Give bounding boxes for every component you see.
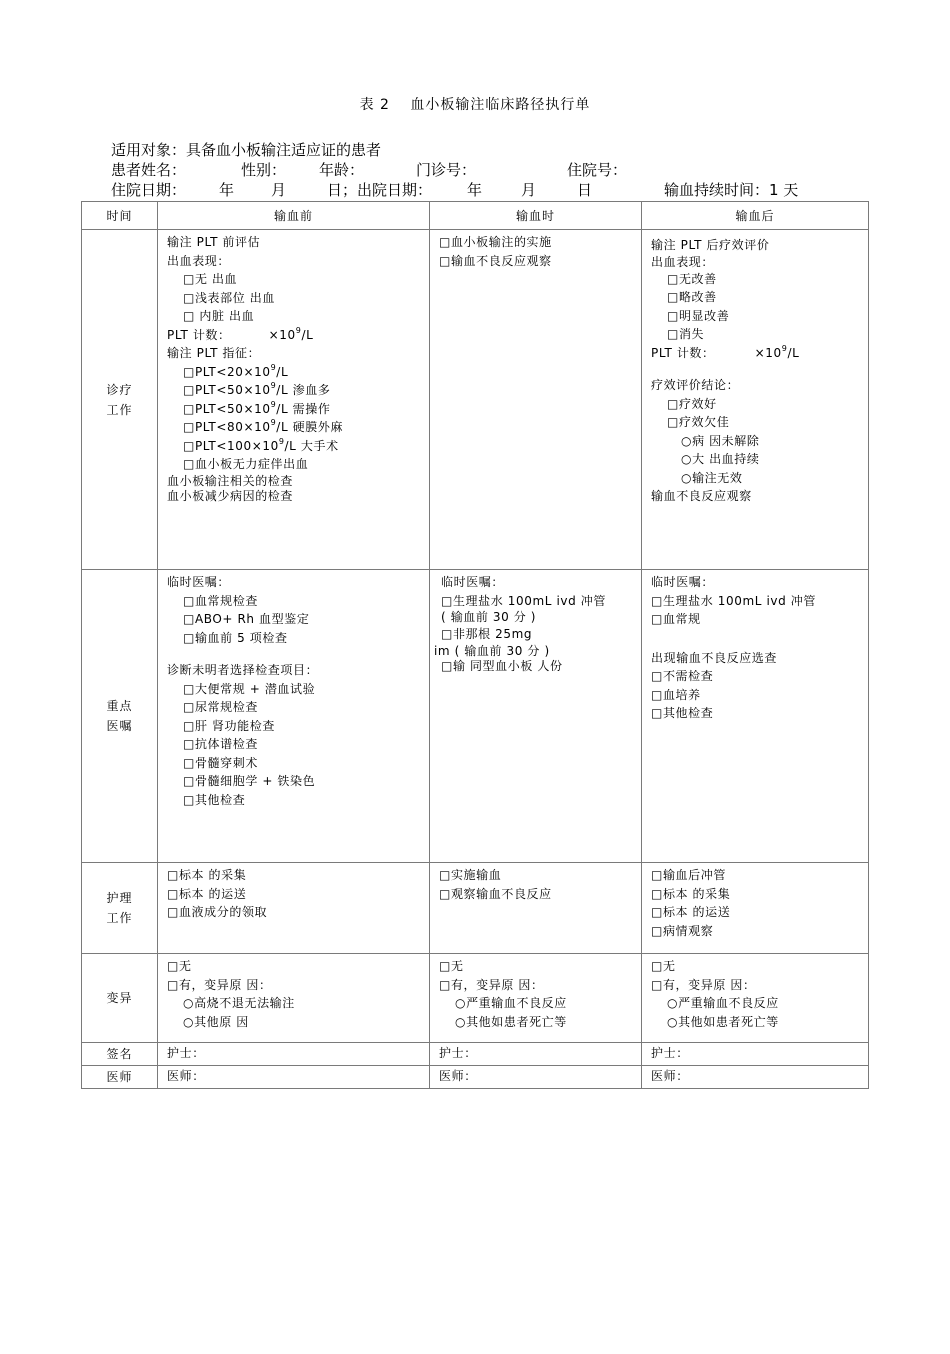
clinic-no-label: 门诊号：	[416, 161, 477, 179]
checkbox-item[interactable]: □标本 的采集	[651, 886, 731, 901]
indication-note: 大手术	[300, 438, 339, 453]
doctor-signature-label: 医师：	[167, 1069, 205, 1083]
checkbox-item[interactable]: □肝 肾功能检查	[183, 718, 275, 733]
indication-text: □PLT<20×10	[183, 364, 271, 379]
checkbox-item[interactable]: □ 内脏 出血	[183, 309, 255, 323]
checkbox-item[interactable]: □无	[439, 959, 464, 973]
checkbox-item[interactable]: □输血前 5 项检查	[183, 630, 288, 645]
text-line: 血小板输注相关的检查	[167, 473, 294, 488]
radio-item[interactable]: ○大 出血持续	[681, 452, 760, 466]
exponent: 9	[270, 399, 277, 409]
pathway-table	[81, 201, 869, 1089]
checkbox-item[interactable]	[167, 400, 423, 419]
exponent: 9	[270, 362, 277, 372]
exponent: 9	[270, 381, 277, 390]
indication-note: 硬膜外麻	[292, 420, 344, 434]
checkbox-item[interactable]: □血常规检查	[183, 593, 258, 608]
checkbox-item[interactable]: □疗效欠佳	[667, 415, 730, 429]
page-title: 表 2 血小板输注临床路径执行单	[359, 97, 591, 113]
text-line: 输血不良反应观察	[651, 489, 752, 503]
checkbox-item[interactable]: □血培养	[651, 687, 701, 702]
col-header-before: 输血前	[158, 202, 430, 230]
checkbox-item[interactable]: □生理盐水 100mL ivd 冲管	[651, 593, 816, 608]
plt-count-line	[167, 326, 423, 345]
text-line: 出现输血不良反应选查	[651, 650, 778, 665]
radio-item[interactable]: ○其他原 因	[183, 1014, 249, 1029]
cell-nursing-after	[642, 863, 869, 954]
indication-text: □PLT<80×10	[183, 420, 271, 434]
checkbox-item[interactable]: □病情观察	[651, 923, 714, 938]
table-row-diagnosis	[82, 230, 869, 570]
row-label-variance: 变异	[82, 954, 158, 1043]
table-row-signature	[82, 1043, 869, 1066]
checkbox-item[interactable]: □疗效好	[667, 396, 717, 411]
radio-item[interactable]: ○其他如患者死亡等	[667, 1014, 779, 1029]
checkbox-item[interactable]: □标本 的采集	[167, 868, 247, 882]
row-label-line: 工作	[106, 402, 133, 417]
table-row-doctor	[82, 1066, 869, 1089]
text-line: 出血表现：	[167, 253, 231, 268]
checkbox-item[interactable]: □浅表部位 出血	[183, 290, 275, 305]
indication-unit: /L	[276, 383, 289, 397]
gender-label: 性别：	[241, 161, 287, 179]
unit-text: /L	[301, 327, 314, 342]
indication-unit: /L	[276, 420, 289, 434]
cell-signature-during[interactable]	[430, 1043, 642, 1066]
checkbox-item[interactable]: □大便常规 + 潜血试验	[183, 681, 316, 696]
cell-variance-after	[642, 954, 869, 1043]
indication-note: 需操作	[292, 401, 331, 416]
col-header-after: 输血后	[642, 202, 869, 230]
cell-doctor-after[interactable]	[642, 1066, 869, 1089]
cell-orders-after	[642, 570, 869, 863]
checkbox-item[interactable]: □略改善	[667, 290, 717, 304]
row-label-orders	[82, 570, 158, 863]
checkbox-item[interactable]: □其他检查	[651, 706, 714, 720]
indication-note: 渗血多	[292, 383, 331, 397]
doctor-signature-label: 医师：	[439, 1069, 477, 1083]
discharge-month-label: 月	[521, 181, 537, 199]
radio-item[interactable]: ○病 因未解除	[681, 433, 760, 448]
discharge-date-label: 日；出院日期：	[327, 181, 433, 199]
cell-doctor-before[interactable]	[158, 1066, 430, 1089]
text-line: 输注 PLT 后疗效评价	[651, 238, 770, 252]
checkbox-item[interactable]: □血小板无力症伴出血	[183, 457, 309, 471]
text-line: 血小板减少病因的检查	[167, 488, 294, 503]
checkbox-item[interactable]: □标本 的运送	[651, 905, 731, 919]
cell-variance-during	[430, 954, 642, 1043]
cell-diagnosis-after	[642, 230, 869, 570]
checkbox-item[interactable]	[167, 363, 423, 382]
checkbox-item[interactable]: □标本 的运送	[167, 886, 247, 901]
checkbox-item[interactable]: □实施输血	[439, 868, 502, 882]
checkbox-item[interactable]: □尿常规检查	[183, 700, 258, 714]
checkbox-item[interactable]: □有，变异原 因：	[439, 977, 544, 992]
checkbox-item[interactable]: □无改善	[667, 271, 717, 286]
table-row-orders	[82, 570, 869, 863]
target-text: 适用对象：具备血小板输注适应证的患者	[111, 141, 382, 159]
admit-month-label: 月	[271, 181, 287, 199]
age-label: 年龄：	[319, 161, 365, 179]
text-line: 输注 PLT 前评估	[167, 235, 261, 249]
discharge-year-label: 年	[467, 181, 483, 199]
row-label-line: 医嘱	[106, 719, 133, 733]
row-label-line: 护理	[106, 891, 133, 905]
checkbox-item[interactable]: □生理盐水 100mL ivd 冲管	[441, 593, 606, 608]
radio-item[interactable]: ○输注无效	[681, 470, 743, 485]
plt-count-label: PLT 计数：	[167, 327, 231, 342]
exponent: 9	[278, 436, 285, 446]
checkbox-item[interactable]: □ABO+ Rh 血型鉴定	[183, 612, 310, 626]
row-label-doctor: 医师	[82, 1066, 158, 1089]
cell-signature-before[interactable]	[158, 1043, 430, 1066]
text-line: 临时医嘱：	[651, 575, 715, 589]
text-line: 临时医嘱：	[167, 575, 231, 589]
indication-text: □PLT<50×10	[183, 383, 271, 397]
checkbox-item[interactable]: □有，变异原 因：	[167, 977, 272, 992]
patient-name-label: 患者姓名：	[111, 161, 187, 179]
radio-item[interactable]: ○严重输血不良反应	[455, 996, 567, 1010]
cell-variance-before	[158, 954, 430, 1043]
checkbox-item[interactable]: □骨髓细胞学 + 铁染色	[183, 774, 316, 788]
indication-unit: /L	[284, 438, 297, 453]
checkbox-item[interactable]: □抗体谱检查	[183, 737, 258, 751]
cell-orders-before	[158, 570, 430, 863]
checkbox-item[interactable]: □明显改善	[667, 308, 730, 323]
checkbox-item[interactable]	[167, 418, 423, 437]
plt-count-label: PLT 计数：	[651, 345, 715, 360]
checkbox-item[interactable]: □非那根 25mg	[441, 627, 533, 641]
unit-text: ×10	[754, 345, 782, 360]
text-line: 疗效评价结论：	[651, 378, 740, 392]
unit-text: ×10	[268, 327, 296, 342]
cell-nursing-before	[158, 863, 430, 954]
indication-text: □PLT<100×10	[183, 438, 279, 453]
row-label-signature: 签名	[82, 1043, 158, 1066]
exponent: 9	[295, 325, 302, 335]
checkbox-item[interactable]: □消失	[667, 327, 705, 341]
checkbox-item[interactable]	[167, 381, 423, 400]
row-label-line: 诊疗	[106, 382, 133, 397]
table-row-nursing	[82, 863, 869, 954]
nurse-signature-label: 护士：	[167, 1046, 205, 1060]
checkbox-item[interactable]: □骨髓穿刺术	[183, 755, 258, 770]
checkbox-item[interactable]: □血液成分的领取	[167, 905, 268, 919]
cell-doctor-during[interactable]	[430, 1066, 642, 1089]
checkbox-item[interactable]: □无	[651, 959, 676, 973]
duration-label: 输血持续时间：1 天	[664, 181, 799, 199]
table-header-row	[82, 202, 869, 230]
cell-signature-after[interactable]	[642, 1043, 869, 1066]
discharge-day-label: 日	[577, 181, 593, 199]
indication-text: □PLT<50×10	[183, 401, 271, 416]
checkbox-item[interactable]: □观察输血不良反应	[439, 886, 552, 901]
checkbox-item[interactable]: □有，变异原 因：	[651, 977, 756, 992]
exponent: 9	[270, 418, 277, 427]
radio-item[interactable]: ○其他如患者死亡等	[455, 1014, 567, 1029]
cell-diagnosis-before	[158, 230, 430, 570]
text-line: im ( 输血前 30 分 )	[434, 643, 550, 658]
indication-unit: /L	[276, 364, 289, 379]
checkbox-item[interactable]: □输 同型血小板 人份	[441, 658, 563, 673]
text-line: 输注 PLT 指征：	[167, 346, 261, 360]
nurse-signature-label: 护士：	[651, 1046, 689, 1060]
cell-diagnosis-during	[430, 230, 642, 570]
row-label-nursing	[82, 863, 158, 954]
cell-nursing-during	[430, 863, 642, 954]
row-label-line: 工作	[106, 911, 133, 925]
checkbox-item[interactable]: □血常规	[651, 612, 701, 626]
row-label-line: 重点	[106, 699, 133, 713]
text-line: ( 输血前 30 分 )	[441, 610, 537, 624]
unit-text: /L	[787, 345, 800, 360]
radio-item[interactable]: ○高烧不退无法输注	[183, 996, 295, 1010]
checkbox-item[interactable]: □血小板输注的实施	[439, 235, 552, 249]
checkbox-item[interactable]: □不需检查	[651, 669, 714, 683]
checkbox-item[interactable]: □输血后冲管	[651, 868, 726, 882]
checkbox-item[interactable]	[167, 437, 423, 456]
exponent: 9	[781, 343, 788, 353]
checkbox-item[interactable]: □无	[167, 959, 192, 973]
admit-year-label: 年	[219, 181, 235, 199]
inpatient-no-label: 住院号：	[567, 161, 628, 179]
row-label-diagnosis	[82, 230, 158, 570]
doctor-signature-label: 医师：	[651, 1069, 689, 1083]
text-line: 临时医嘱：	[441, 575, 505, 589]
admit-date-label: 住院日期：	[111, 181, 187, 199]
checkbox-item[interactable]: □无 出血	[183, 272, 238, 286]
checkbox-item[interactable]: □输血不良反应观察	[439, 253, 552, 268]
text-line: 出血表现：	[651, 254, 715, 269]
cell-orders-during	[430, 570, 642, 863]
col-header-during: 输血时	[430, 202, 642, 230]
indication-unit: /L	[276, 401, 289, 416]
plt-count-line	[651, 344, 862, 363]
nurse-signature-label: 护士：	[439, 1046, 477, 1060]
radio-item[interactable]: ○严重输血不良反应	[667, 996, 779, 1010]
checkbox-item[interactable]: □其他检查	[183, 792, 246, 807]
text-line: 诊断未明者选择检查项目：	[167, 663, 319, 677]
table-row-variance	[82, 954, 869, 1043]
col-header-time: 时间	[82, 202, 158, 230]
